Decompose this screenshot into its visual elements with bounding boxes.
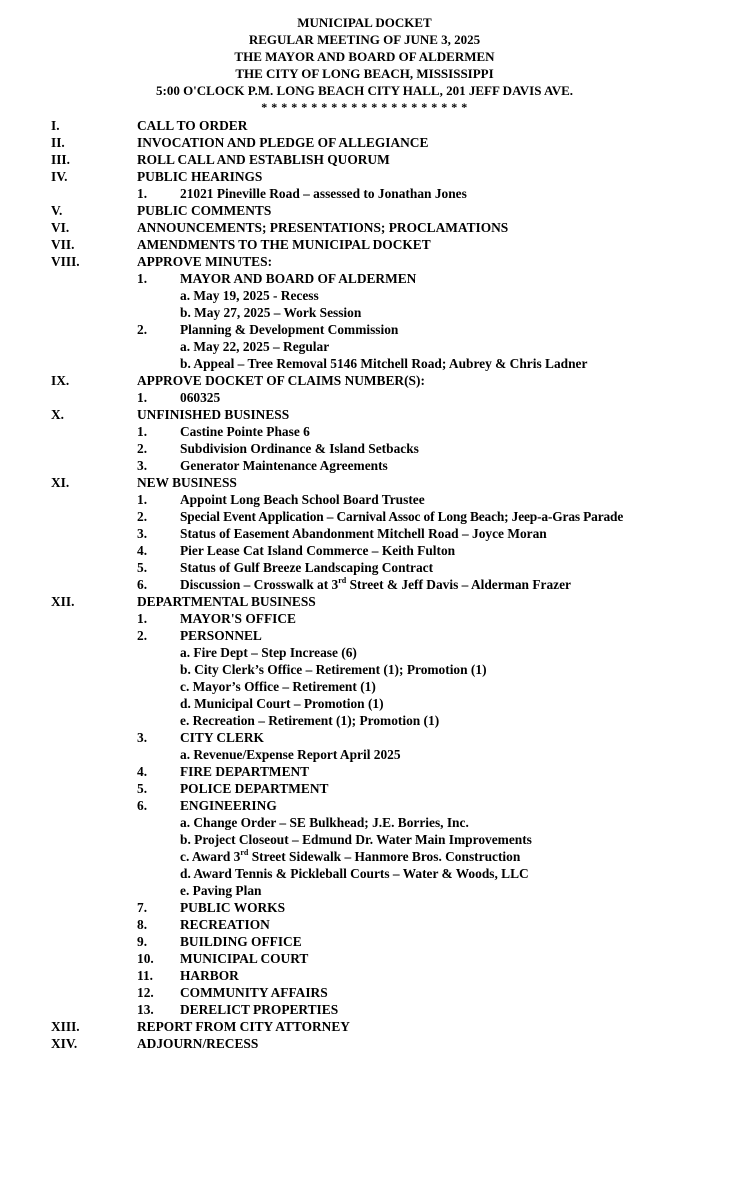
section-title: AMENDMENTS TO THE MUNICIPAL DOCKET [137,237,431,252]
section-number: I. [51,118,60,133]
item-text: BUILDING OFFICE [180,934,302,949]
sub-item-text: e. Paving Plan [180,883,262,898]
item-text: PERSONNEL [180,628,262,643]
item-number: 2. [137,628,148,643]
sub-item-text: a. Change Order – SE Bulkhead; J.E. Borries, Inc. [180,815,469,830]
sub-item-text: b. Project Closeout – Edmund Dr. Water Main Improvements [180,832,532,847]
header-divider: * * * * * * * * * * * * * * * * * * * * * [261,100,468,114]
section-title: CALL TO ORDER [137,118,248,133]
meeting-line: REGULAR MEETING OF JUNE 3, 2025 [248,32,481,47]
item-number: 1. [137,424,148,439]
sub-subitem [0,661,729,678]
item-text: Generator Maintenance Agreements [180,458,388,473]
item-number: 2. [137,322,148,337]
subitem [0,321,729,338]
item-text: Planning & Development Commission [180,322,399,337]
sub-item-text: a. May 19, 2025 - Recess [180,288,319,303]
item-number: 11. [137,968,153,983]
sub-item-text: a. Fire Dept – Step Increase (6) [180,645,357,660]
item-text: Appoint Long Beach School Board Trustee [180,492,425,507]
item-text: MAYOR AND BOARD OF ALDERMEN [180,271,417,286]
subitem [0,508,729,525]
sub-item-text: e. Recreation – Retirement (1); Promotion (1) [180,713,440,728]
item-number: 1. [137,390,148,405]
item-number: 7. [137,900,148,915]
sub-subitem [0,746,729,763]
sub-subitem [0,287,729,304]
sub-item-text: a. May 22, 2025 – Regular [180,339,330,354]
item-text: DERELICT PROPERTIES [180,1002,339,1017]
item-text: COMMUNITY AFFAIRS [180,985,328,1000]
item-number: 1. [137,492,148,507]
governing-body-line: THE MAYOR AND BOARD OF ALDERMEN [234,49,495,64]
item-text: Special Event Application – Carnival Assoc of Long Beach; Jeep-a-Gras Parade [180,509,624,524]
agenda-item-public-comments [0,202,729,219]
item-text: 060325 [180,390,221,405]
subitem [0,542,729,559]
item-number: 9. [137,934,148,949]
section-title: DEPARTMENTAL BUSINESS [137,594,316,609]
docket-title: MUNICIPAL DOCKET [297,15,432,30]
item-text: FIRE DEPARTMENT [180,764,310,779]
subitem [0,185,729,202]
sub-subitem [0,304,729,321]
item-number: 5. [137,560,148,575]
item-number: 4. [137,764,148,779]
sub-item-text: b. May 27, 2025 – Work Session [180,305,362,320]
sub-subitem [0,814,729,831]
section-title: NEW BUSINESS [137,475,237,490]
section-number: III. [51,152,70,167]
section-number: XIII. [51,1019,80,1034]
section-title: REPORT FROM CITY ATTORNEY [137,1019,350,1034]
item-number: 12. [137,985,154,1000]
subitem [0,899,729,916]
sub-subitem [0,695,729,712]
item-text: Status of Gulf Breeze Landscaping Contract [180,560,434,575]
section-number: VII. [51,237,75,252]
sub-subitem [0,678,729,695]
section-title: PUBLIC COMMENTS [137,203,272,218]
subitem [0,389,729,406]
subitem [0,967,729,984]
subitem [0,525,729,542]
section-title: APPROVE MINUTES: [137,254,273,269]
agenda-item-adjourn [0,1035,729,1052]
subitem [0,423,729,440]
item-text: CITY CLERK [180,730,264,745]
section-number: II. [51,135,65,150]
item-number: 1. [137,271,148,286]
sub-subitem [0,355,729,372]
subitem [0,984,729,1001]
subitem [0,576,729,593]
sub-subitem [0,712,729,729]
subitem [0,780,729,797]
item-number: 3. [137,526,148,541]
item-number: 1. [137,611,148,626]
agenda-item-call-to-order [0,117,729,134]
section-title: ROLL CALL AND ESTABLISH QUORUM [137,152,390,167]
agenda-item-roll-call [0,151,729,168]
item-number: 2. [137,441,148,456]
item-text: POLICE DEPARTMENT [180,781,329,796]
item-number: 13. [137,1002,154,1017]
item-number: 3. [137,458,148,473]
item-number: 6. [137,798,148,813]
agenda-item-claims [0,372,729,389]
section-title: INVOCATION AND PLEDGE OF ALLEGIANCE [137,135,429,150]
agenda-item-new-business [0,474,729,491]
subitem [0,797,729,814]
item-number: 8. [137,917,148,932]
sub-item-text: c. Award 3rd Street Sidewalk – Hanmore Bros. Construction [180,847,521,864]
item-text: MAYOR'S OFFICE [180,611,296,626]
item-number: 6. [137,577,148,592]
item-number: 10. [137,951,154,966]
section-title: ADJOURN/RECESS [137,1036,259,1051]
subitem [0,457,729,474]
sub-item-text: b. City Clerk’s Office – Retirement (1); Promotion (1) [180,662,487,677]
agenda-item-public-hearings [0,168,729,185]
section-number: VIII. [51,254,80,269]
subitem [0,610,729,627]
item-text: Status of Easement Abandonment Mitchell Road – Joyce Moran [180,526,547,541]
agenda-item-invocation [0,134,729,151]
item-number: 3. [137,730,148,745]
subitem [0,729,729,746]
agenda-item-unfinished-business [0,406,729,423]
subitem [0,270,729,287]
subitem [0,933,729,950]
sub-item-text: d. Award Tennis & Pickleball Courts – Water & Woods, LLC [180,866,529,881]
sub-subitem [0,831,729,848]
subitem [0,1001,729,1018]
section-number: XI. [51,475,70,490]
item-text: Castine Pointe Phase 6 [180,424,310,439]
section-number: IV. [51,169,68,184]
subitem [0,491,729,508]
sub-item-text: a. Revenue/Expense Report April 2025 [180,747,401,762]
item-text: RECREATION [180,917,270,932]
sub-subitem [0,338,729,355]
section-number: IX. [51,373,70,388]
subitem [0,559,729,576]
item-number: 2. [137,509,148,524]
section-number: XIV. [51,1036,78,1051]
item-text: ENGINEERING [180,798,277,813]
subitem [0,916,729,933]
sub-item-text: b. Appeal – Tree Removal 5146 Mitchell Road; Aubrey & Chris Ladner [180,356,588,371]
item-number: 1. [137,186,148,201]
subitem [0,440,729,457]
item-text: HARBOR [180,968,239,983]
section-title: PUBLIC HEARINGS [137,169,263,184]
item-text: Subdivision Ordinance & Island Setbacks [180,441,419,456]
sub-item-text: d. Municipal Court – Promotion (1) [180,696,384,711]
sub-subitem [0,848,729,865]
sub-subitem [0,865,729,882]
section-number: VI. [51,220,70,235]
section-number: X. [51,407,65,422]
agenda-item-amendments [0,236,729,253]
subitem [0,763,729,780]
sub-subitem [0,644,729,661]
item-text: PUBLIC WORKS [180,900,286,915]
item-number: 5. [137,781,148,796]
item-text: Pier Lease Cat Island Commerce – Keith Fulton [180,543,456,558]
subitem [0,950,729,967]
item-number: 4. [137,543,148,558]
item-text: Discussion – Crosswalk at 3rd Street & Jeff Davis – Alderman Frazer [180,575,571,592]
time-place-line: 5:00 O'CLOCK P.M. LONG BEACH CITY HALL, 201 JEFF DAVIS AVE. [155,83,574,98]
sub-subitem [0,882,729,899]
city-line: THE CITY OF LONG BEACH, MISSISSIPPI [235,66,494,81]
section-title: ANNOUNCEMENTS; PRESENTATIONS; PROCLAMATIONS [137,220,509,235]
agenda-item-announcements [0,219,729,236]
item-text: 21021 Pineville Road – assessed to Jonathan Jones [180,186,467,201]
sub-item-text: c. Mayor’s Office – Retirement (1) [180,679,376,694]
agenda-item-city-attorney [0,1018,729,1035]
section-number: XII. [51,594,75,609]
agenda-item-departmental-business [0,593,729,610]
section-title: APPROVE DOCKET OF CLAIMS NUMBER(S): [137,373,425,388]
agenda-item-approve-minutes [0,253,729,270]
subitem [0,627,729,644]
item-text: MUNICIPAL COURT [180,951,309,966]
section-title: UNFINISHED BUSINESS [137,407,290,422]
section-number: V. [51,203,63,218]
